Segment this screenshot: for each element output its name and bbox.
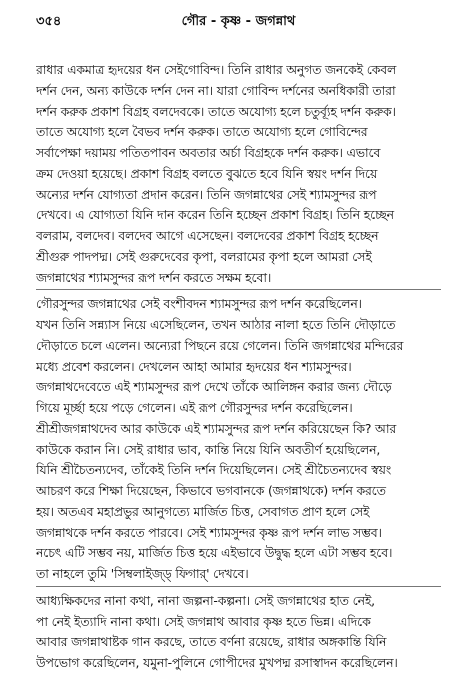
body-text xyxy=(36,60,441,674)
text-line: আবার জগন্নাথাষ্টক গান করছে, তাতে বর্ণনা রয়েছে, রাধার অঙ্গকান্তি যিনি xyxy=(36,634,387,650)
text-line: দৌড়াতে চলে এলেন। অন্যেরা পিছনে রয়ে গেলেন। তিনি জগন্নাথের মন্দিরের xyxy=(36,337,404,353)
text-line: যখন তিনি সন্ন্যাস নিয়ে এসেছিলেন, তখন আঠার নালা হতে তিনি দৌড়াতে xyxy=(36,317,396,332)
text-line: সর্বাপেক্ষা দয়াময় পতিতপাবন অবতার অর্চা বিগ্রহকে দর্শন করুক। এভাবে xyxy=(36,145,381,160)
text-line: আধ্যক্ষিকদের নানা কথা, নানা জল্পনা-কল্পনা। সেই জগন্নাথের হাত নেই, xyxy=(36,592,375,608)
text-line: দর্শন করুক প্রকাশ বিগ্রহ বলদেবকে। তাতে অযোগ্য হলে চতুর্ব্যূহ দর্শন করুক। xyxy=(36,103,396,119)
text-line: জগন্নাথের শ্যামসুন্দর রূপ দর্শন করতে সক্ষম হবো। xyxy=(36,269,272,285)
running-title: গৌর - কৃষ্ণ - জগন্নাথ xyxy=(181,14,296,29)
text-line: শ্রীগুরু পাদপদ্ম। সেই গুরুদেবের কৃপা, বলরামের কৃপা হলে আমরা সেই xyxy=(36,248,372,264)
paragraph xyxy=(36,60,441,288)
text-line: নচেৎ এটি সম্ভব নয়, মার্জিত চিত্ত হয়ে এইভাবে উদ্বুদ্ধ হলে এটা সম্ভব হবে। xyxy=(36,545,393,561)
text-line: আচরণ করে শিক্ষা দিয়েছেন, কিভাবে ভগবানকে (জগন্নাথকে) দর্শন করতে xyxy=(36,483,386,498)
text-line: পা নেই ইত্যাদি নানা কথা। সেই জগন্নাথ আবার কৃষ্ণ হতে ভিন্ন। এদিকে xyxy=(36,613,371,629)
paragraph xyxy=(36,294,441,585)
text-line: অন্যের দর্শন যোগ্যতা প্রদান করেন। তিনি জগন্নাথের সেই শ্যামসুন্দর রূপ xyxy=(36,186,377,202)
text-line: রাধার একমাত্র হৃদয়ের ধন সেইগোবিন্দ। তিনি রাধার অনুগত জনকেই কেবল xyxy=(36,62,397,77)
text-line: তা নাহলে তুমি 'সিম্বলাইজ্‌ড্ ফিগার্' দেখবে। xyxy=(36,566,249,581)
paragraph xyxy=(36,591,441,674)
text-line: তাতে অযোগ্য হলে বৈভব দর্শন করুক। তাতে অযোগ্য হলে গোবিন্দের xyxy=(36,124,368,140)
text-line: মধ্যে প্রবেশ করলেন। দেখলেন আহা আমার হৃদয়ের ধন শ্যামসুন্দর। xyxy=(36,358,352,374)
text-line: জগন্নাথদেবেতে এই শ্যামসুন্দর রূপ দেখে তাঁকে আলিঙ্গন করার জন্য দৌড়ে xyxy=(36,379,392,395)
text-line: শ্রীশ্রীজগন্নাথদেব আর কাউকে এই শ্যামসুন্দর রূপ দর্শন করিয়েছেন কি? আর xyxy=(36,420,397,436)
page-header xyxy=(36,8,441,30)
paragraph-divider-line xyxy=(36,586,441,587)
text-line: হয়। অতএব মহাপ্রভুর আনুগত্যে মার্জিত চিত্ত, সেবাগত প্রাণ হলে সেই xyxy=(36,503,370,519)
text-line: জগন্নাথকে দর্শন করতে পারবে। সেই শ্যামসুন্দর কৃষ্ণ রূপ দর্শন লাভ সম্ভব। xyxy=(36,524,382,540)
text-line: গৌরসুন্দর জগন্নাথের সেই বংশীবদন শ্যামসুন্দর রূপ দর্শন করেছিলেন। xyxy=(36,296,362,312)
text-line: গিয়ে মূর্চ্ছা হয়ে পড়ে গেলেন। এই রূপ গৌরসুন্দর দর্শন করেছিলেন। xyxy=(36,400,353,415)
page-number: ৩৫৪ xyxy=(36,14,62,29)
text-line: যিনি শ্রীচৈতন্যদেব, তাঁকেই তিনি দর্শন দিয়েছিলেন। সেই শ্রীচৈতন্যদেব স্বয়ং xyxy=(36,462,392,478)
text-line: বলরাম, বলদেব। বলদেব আগে এসেছেন। বলদেবের প্রকাশ বিগ্রহ হচ্ছেন xyxy=(36,228,379,243)
text-line: ক্রম দেওয়া হয়েছে। প্রকাশ বিগ্রহ বলতে বুঝতে হবে যিনি স্বয়ং দর্শন দিয়ে xyxy=(36,165,378,181)
paragraph-divider-line xyxy=(36,289,441,290)
text-line: কাউকে করান নি। সেই রাধার ভাব, কান্তি নিয়ে যিনি অবতীর্ণ হয়েছিলেন, xyxy=(36,441,381,457)
text-line: দর্শন দেন, অন্য কাউকে দর্শন দেন না। যারা গোবিন্দ দর্শনের অনধিকারী তারা xyxy=(36,82,396,98)
text-line: দেখবে। এ যোগ্যতা যিনি দান করেন তিনি হচ্ছেন প্রকাশ বিগ্রহ। তিনি হচ্ছেন xyxy=(36,207,394,223)
text-line: উপভোগ করেছিলেন, যমুনা-পুলিনে গোপীদের মুখপদ্ম রসাস্বাদন করেছিলেন। xyxy=(36,655,398,670)
